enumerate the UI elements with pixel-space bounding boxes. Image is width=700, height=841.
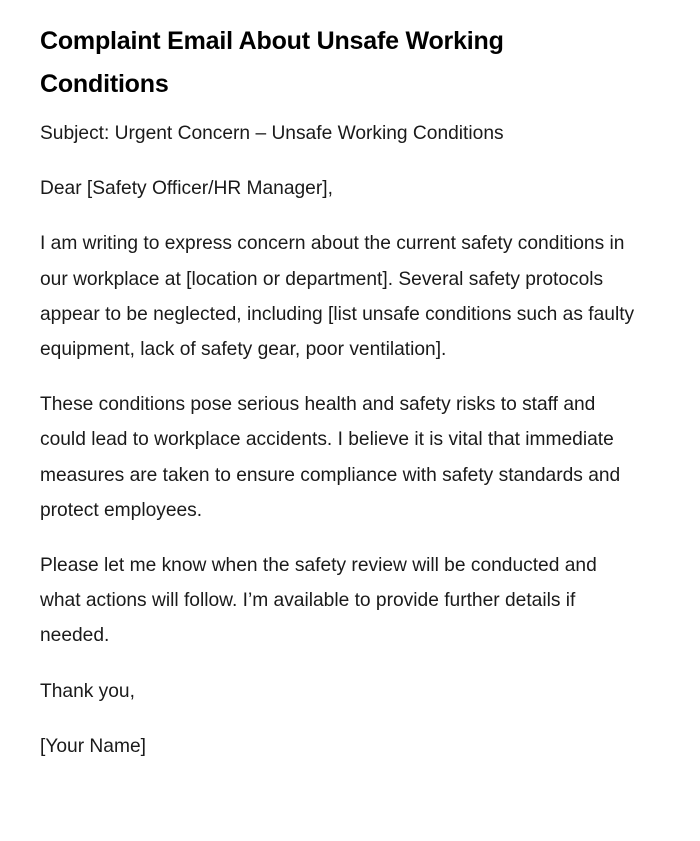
email-signature: [Your Name] <box>40 735 146 757</box>
email-paragraph-3: Please let me know when the safety review will be conducted and what actions will follow. I’m available to provide further details if needed. <box>40 555 597 647</box>
email-salutation: Dear [Safety Officer/HR Manager], <box>40 178 333 200</box>
email-paragraph-2: These conditions pose serious health and safety risks to staff and could lead to workplace accidents. I believe it is vital that immediate measures are taken to ensure compliance with safety standards and protect employees. <box>40 394 621 521</box>
email-closing: Thank you, <box>40 680 135 702</box>
document-title: Complaint Email About Unsafe Working Conditions <box>40 27 504 98</box>
email-paragraph-1: I am writing to express concern about the current safety conditions in our workplace at [location or department]. Several safety protocols appear to be neglected, including [list unsafe conditions such as faulty equipment, lack of safety gear, poor ventilation]. <box>40 233 635 361</box>
email-subject: Subject: Urgent Concern – Unsafe Working Conditions <box>40 123 504 144</box>
